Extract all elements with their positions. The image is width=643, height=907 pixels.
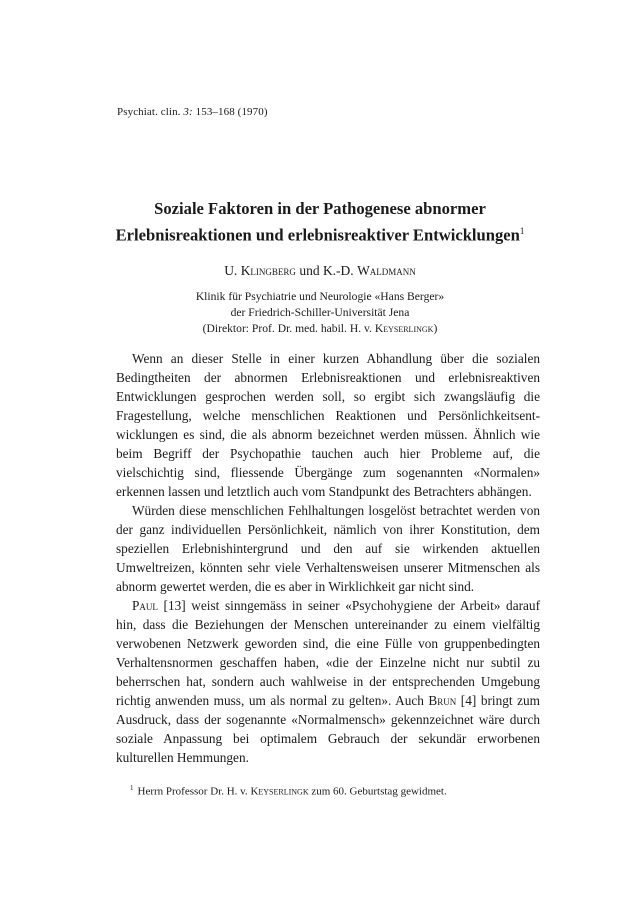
author-1-surname: Klingberg [240, 263, 296, 278]
citation-author-paul: Paul [132, 598, 158, 613]
title-footnote-mark: 1 [519, 226, 525, 236]
paragraph-1: Wenn an dieser Stelle in einer kurzen Abhandlung über die sozialen Bedingtheiten der abnormen Erlebnisreaktionen und erlebnisreaktiven Entwicklungen gesprochen werden soll, so ergibt sich zwangsläufig die Fragestellung, welche menschlichen Reaktionen und Persönlichkeitsentwicklungen es sind, die als abnorm bezeichnet werden müssen. Ähnlich wie beim Begriff der Psychopathie tauchen auch hier Probleme auf, die vielschichtig sind, fliessende Übergänge zum sogenannten «Normalen» erkennen lassen und letztlich auch vom Standpunkt des Betrachters abhängen. [116, 351, 540, 499]
paragraph-3 [116, 596, 540, 767]
footnote-mark: 1 [130, 784, 134, 792]
affiliation-line-3 [100, 321, 540, 337]
affiliation-line-1: Klinik für Psychiatrie und Neurologie «Hans Berger» [195, 290, 445, 303]
director-prefix: (Direktor: Prof. Dr. med. habil. H. v. [202, 322, 372, 335]
footnote-prefix: Herrn Professor Dr. H. v. [137, 785, 248, 798]
article-title [100, 198, 540, 247]
footnote [130, 784, 540, 798]
author-2-initial: K.-D. [322, 263, 354, 278]
director-name: Keyserlingk [374, 322, 434, 335]
affiliation [100, 289, 540, 337]
title-line-2 [100, 220, 540, 247]
article-body [116, 349, 540, 767]
footnote-suffix: zum 60. Geburtstag gewidmet. [311, 785, 447, 798]
author-2-surname: Waldmann [357, 263, 416, 278]
author-1-initial: U. [224, 263, 238, 278]
paragraph-2: Würden diese menschlichen Fehlhaltungen losgelöst betrachtet werden von der ganz individuellen Persönlichkeit, nämlich von ihrer Konstitution, dem speziellen Erlebnishintergrund und den auf sie wirkenden aktuellen Umweltreizen, könnten sehr viele Verhaltensweisen unserer Mitmenschen als abnorm gewertet werden, die es aber in Wirklichkeit gar nicht sind. [116, 503, 540, 594]
journal-name: Psychiat. clin. [117, 106, 181, 118]
paragraph-3-part-2: [4] bringt zum Ausdruck, dass der sogenannte «Normalmensch» gekennzeichnet wäre durch soziale Anpassung bei optimalem Gebrauch der sekundär erworbenen kulturellen Hemmungen. [116, 693, 540, 765]
paragraph-3-part-1: [13] weist sinngemäss in seiner «Psychohygiene der Arbeit» darauf hin, dass die Beziehungen der Menschen untereinander zu einem vielfältig verwobenen Netzwerk geworden sind, die eine Fülle von gruppenbedingten Verhaltensnormen geschaffen haben, «die der Einzelne nicht nur subtil zu beherrschen hat, sondern auch wahlweise in der entsprechenden Umgebung richtig anwenden muss, um als normal zu gelten». Auch [116, 598, 540, 708]
journal-pages-year: 153–168 (1970) [195, 106, 268, 118]
author-line [100, 263, 540, 279]
title-line-1: Soziale Faktoren in der Pathogenese abnormer [154, 199, 486, 218]
title-line-2-text: Erlebnisreaktionen und erlebnisreaktiver Entwicklungen [115, 225, 520, 245]
journal-volume: 3: [183, 106, 193, 118]
author-connector: und [299, 263, 320, 278]
journal-citation [117, 106, 268, 118]
affiliation-line-2: der Friedrich-Schiller-Universität Jena [230, 306, 410, 319]
director-suffix: ) [433, 322, 438, 335]
footnote-name: Keyserlingk [250, 785, 309, 798]
citation-author-brun: Brun [428, 693, 457, 708]
